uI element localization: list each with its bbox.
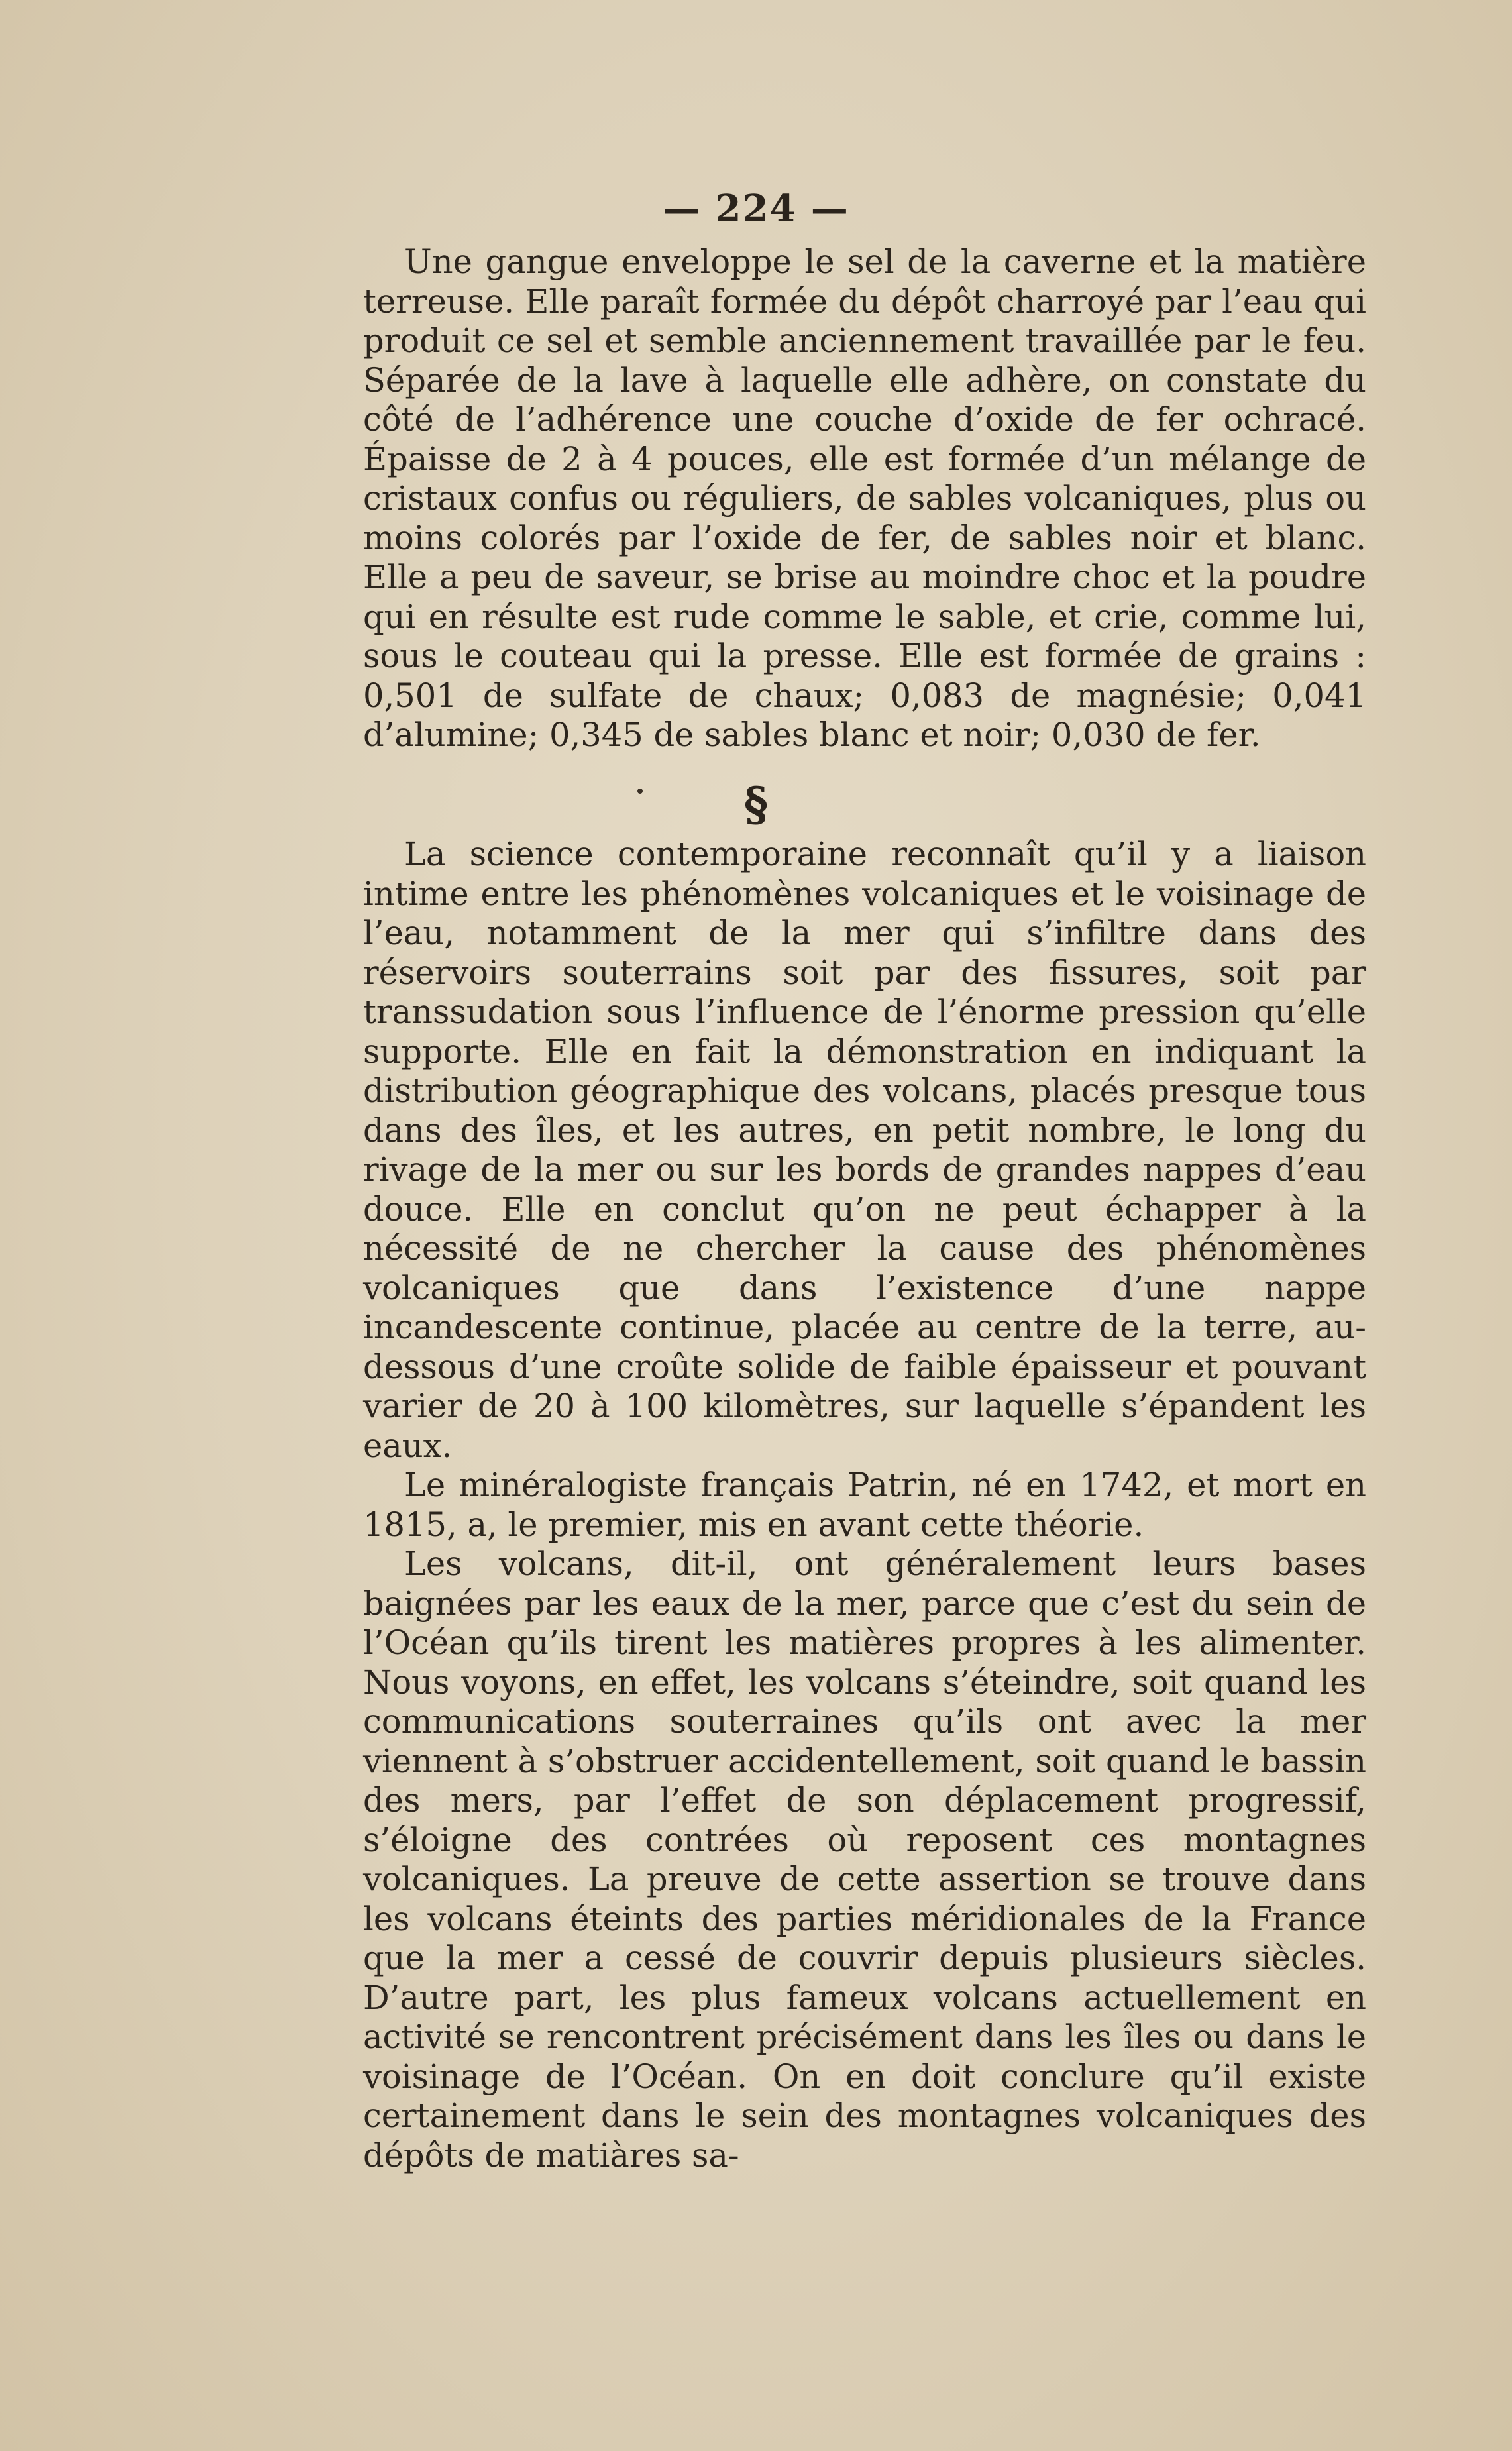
paragraph-science: La science contemporaine reconnaît qu’il y a liaison intime entre les phénomènes volcaniques et le voisinage de l’eau, notamment de la mer qui s’infiltre dans des réservoirs souterrains soit par des fissures, soit par transsudation sous l’influence de l’énorme pression qu’elle supporte. Elle en fait la démonstration en indiquant la distribution géographique des volcans, placés presque tous dans des îles, et les autres, en petit nombre, le long du rivage de la mer ou sur les bords de grandes nappes d’eau douce. Elle en conclut qu’on ne peut échapper à la nécessité de ne chercher la cause des phénomènes volcaniques que dans l’existence d’une nappe incandescente continue, placée au centre de la terre, au-dessous d’une croûte solide de faible épaisseur et pouvant varier de 20 à 100 kilomètres, sur laquelle s’épandent les eaux. <box>363 835 1366 1465</box>
text-block-top <box>363 243 1366 755</box>
paragraph-patrin: Le minéralogiste français Patrin, né en 1742, et mort en 1815, a, le premier, mis en avant cette théorie. <box>363 1466 1366 1544</box>
page-number: — 224 — <box>663 187 849 231</box>
text-block-bottom <box>363 835 1366 2175</box>
paragraph-gangue: Une gangue enveloppe le sel de la caverne et la matière terreuse. Elle paraît formée du dépôt charroyé par l’eau qui produit ce sel et semble anciennement travaillée par le feu. Séparée de la lave à laquelle elle adhère, on constate du côté de l’adhérence une couche d’oxide de fer ochracé. Épaisse de 2 à 4 pouces, elle est formée d’un mélange de cristaux confus ou réguliers, de sables volcaniques, plus ou moins colorés par l’oxide de fer, de sables noir et blanc. Elle a peu de saveur, se brise au moindre choc et la poudre qui en résulte est rude comme le sable, et crie, comme lui, sous le couteau qui la presse. Elle est formée de grains : 0,501 de sulfate de chaux; 0,083 de magnésie; 0,041 d’alumine; 0,345 de sables blanc et noir; 0,030 de fer. <box>363 243 1366 754</box>
section-mark: § <box>743 777 769 832</box>
paragraph-volcans: Les volcans, dit-il, ont généralement leurs bases baignées par les eaux de la mer, parce que c’est du sein de l’Océan qu’ils tirent les matières propres à les alimenter. Nous voyons, en effet, les volcans s’éteindre, soit quand les communications souterraines qu’ils ont avec la mer viennent à s’obstruer accidentellement, soit quand le bassin des mers, par l’effet de son déplacement progressif, s’éloigne des contrées où reposent ces montagnes volcaniques. La preuve de cette assertion se trouve dans les volcans éteints des parties méridionales de la France que la mer a cessé de couvrir depuis plusieurs siècles. D’autre part, les plus fameux volcans actuellement en activité se rencontrent précisément dans les îles ou dans le voisinage de l’Océan. On en doit conclure qu’il existe certainement dans le sein des montagnes volcaniques des dépôts de matiàres sa- <box>363 1545 1366 2175</box>
